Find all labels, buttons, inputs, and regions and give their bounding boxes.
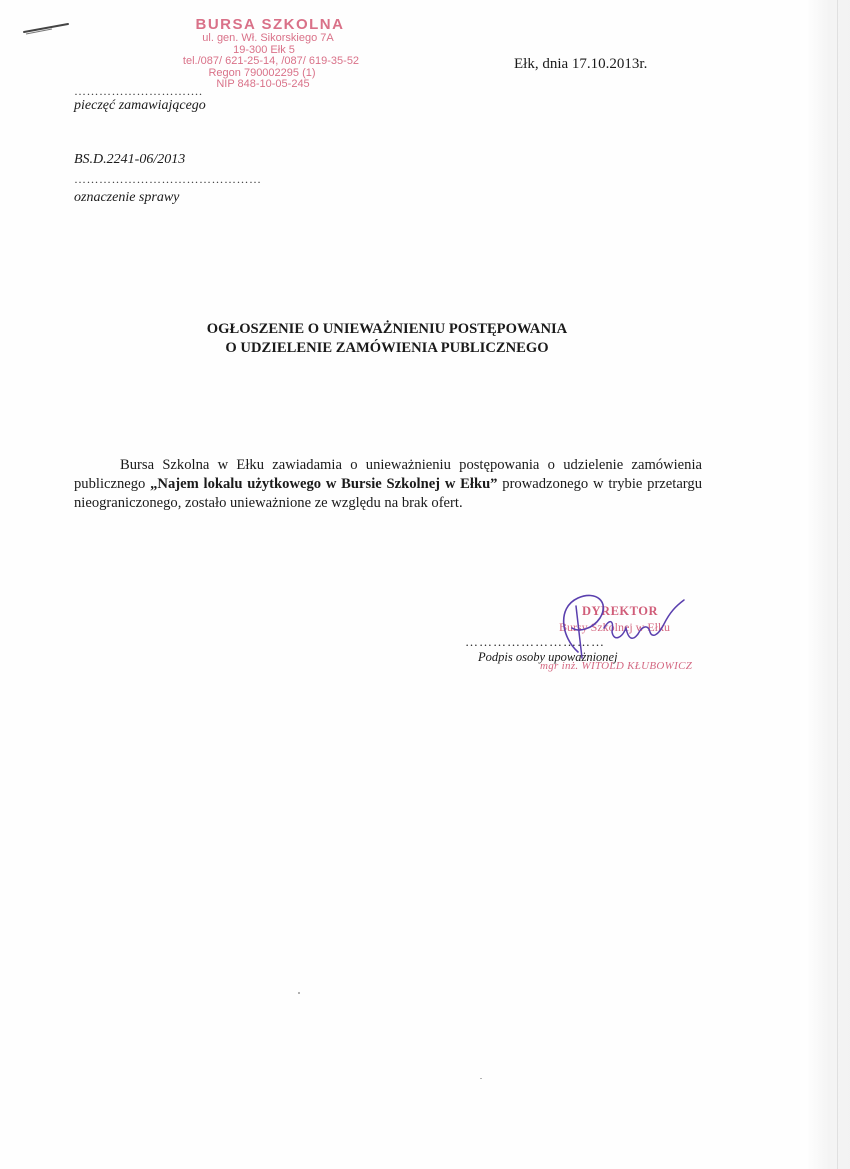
body-text-part-1: Bursa Szkolna w Ełku zawiadamia o unieważnieniu postępowania o udzielenie zamówienia publicznego — [74, 457, 702, 492]
case-caption: oznaczenie sprawy — [74, 190, 180, 205]
heading-line-2: O UDZIELENIE ZAMÓWIENIA PUBLICZNEGO — [225, 340, 549, 356]
stamp-postcode: 19-300 Ełk 5 — [233, 43, 295, 56]
case-placeholder-dots: ……………………………………… — [74, 172, 262, 186]
heading-line-1: OGŁOSZENIE O UNIEWAŻNIENIU POSTĘPOWANIA — [206, 321, 568, 337]
scan-speck — [298, 992, 300, 994]
director-stamp-title: DYREKTOR — [582, 604, 659, 618]
scan-edge-line — [837, 0, 838, 1169]
stamp-nip: NIP 848-10-05-245 — [216, 78, 310, 90]
stamp-title: BURSA SZKOLNA — [195, 16, 345, 33]
scan-edge-shadow — [806, 0, 850, 1169]
director-stamp-name: mgr inż. WITOLD KŁUBOWICZ — [540, 660, 693, 672]
stamp-phone: tel./087/ 621-25-14, /087/ 619-35-52 — [182, 55, 360, 67]
case-number: BS.D.2241-06/2013 — [74, 152, 186, 167]
stamp-placeholder-dots: …………………………. — [74, 84, 203, 98]
handwritten-signature — [548, 588, 698, 670]
organization-stamp — [150, 16, 370, 91]
director-stamp-org: Bursy Szkolnej w Ełku — [559, 620, 670, 634]
announcement-body — [74, 456, 702, 513]
stamp-regon: Regon 790002295 (1) — [208, 66, 316, 79]
body-contract-title: „Najem lokalu użytkowego w Bursie Szkolnej w Ełku” — [150, 476, 498, 492]
document-heading — [120, 320, 654, 358]
signature-dots: ………………………… — [465, 634, 605, 649]
pen-mark — [22, 20, 70, 36]
scan-speck — [480, 1078, 482, 1079]
stamp-address: ul. gen. Wł. Sikorskiego 7A — [202, 32, 334, 44]
signature-caption: Podpis osoby upoważnionej — [478, 650, 618, 664]
body-text-part-2: prowadzonego w trybie przetargu nieograniczonego, zostało unieważnione ze względu na brak ofert. — [74, 476, 702, 511]
stamp-caption: pieczęć zamawiającego — [74, 98, 206, 113]
place-and-date: Ełk, dnia 17.10.2013r. — [514, 56, 648, 72]
